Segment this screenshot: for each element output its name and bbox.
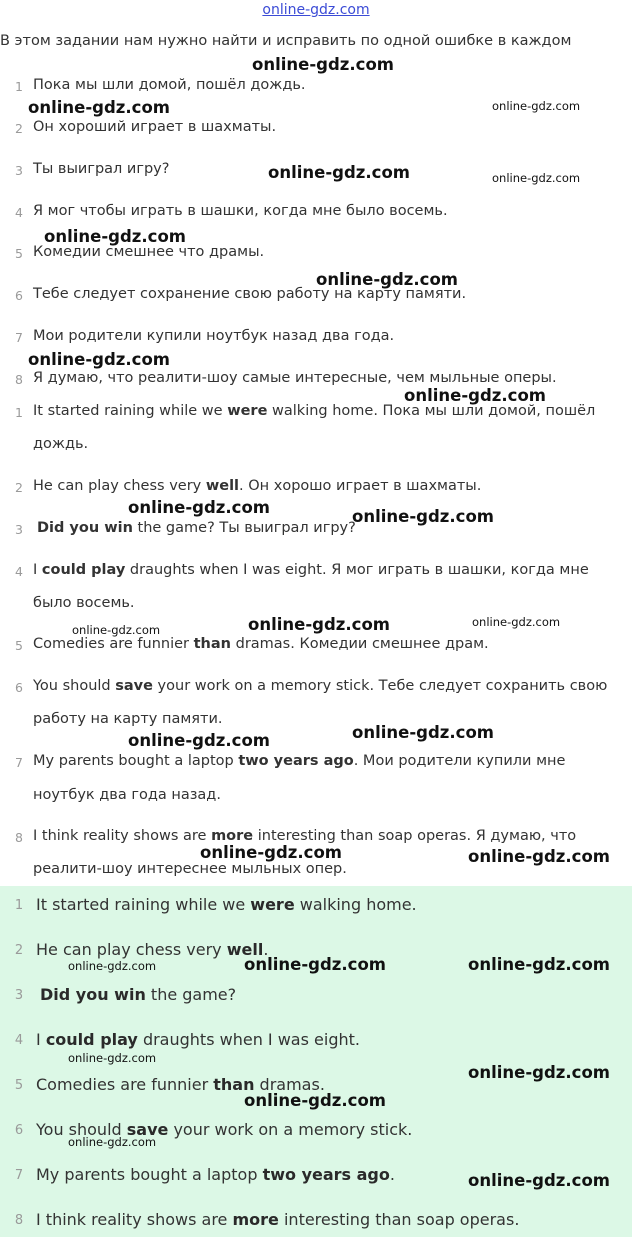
watermark: online-gdz.com xyxy=(68,959,157,973)
watermark: online-gdz.com xyxy=(352,507,494,526)
watermark: online-gdz.com xyxy=(28,350,170,369)
watermark: online-gdz.com xyxy=(468,847,610,866)
watermark: online-gdz.com xyxy=(72,623,161,637)
watermark: online-gdz.com xyxy=(68,1051,157,1065)
sentence: You should save your work on a memory stick. Тебе следует сохранить свою xyxy=(33,678,608,694)
watermark: online-gdz.com xyxy=(244,1091,386,1110)
answer-box: 1 It started raining while we were walking home. 2 He can play chess very well. 3 Did you win the game? 4 I could play draughts when I was eight. 5 Comedies are funnier than dramas. 6 You should save your work on a memory stick. 7 My parents bought a laptop two years ago. 8 I think reality shows are more interesting than soap operas. xyxy=(0,886,632,1237)
task-intro: В этом задании нам нужно найти и исправить по одной ошибке в каждом xyxy=(0,33,572,49)
sentence: It started raining while we were walking home. Пока мы шли домой, пошёл xyxy=(33,403,596,419)
sentence-continuation: работу на карту памяти. xyxy=(33,711,223,727)
watermark: online-gdz.com xyxy=(352,723,494,742)
site-logo-link[interactable]: online-gdz.com xyxy=(262,2,370,18)
watermark: online-gdz.com xyxy=(200,843,342,862)
sentence: He can play chess very well. Он хорошо играет в шахматы. xyxy=(33,478,482,494)
watermark: online-gdz.com xyxy=(492,99,581,113)
watermark: online-gdz.com xyxy=(472,615,561,629)
watermark: online-gdz.com xyxy=(404,386,546,405)
watermark: online-gdz.com xyxy=(468,1063,610,1082)
watermark: online-gdz.com xyxy=(492,171,581,185)
watermark: online-gdz.com xyxy=(468,955,610,974)
watermark: online-gdz.com xyxy=(468,1171,610,1190)
watermark: online-gdz.com xyxy=(244,955,386,974)
watermark: online-gdz.com xyxy=(316,270,458,289)
sentence-continuation: реалити-шоу интереснее мыльных опер. xyxy=(33,861,347,877)
watermark: online-gdz.com xyxy=(68,1135,157,1149)
watermark: online-gdz.com xyxy=(268,163,410,182)
sentence-continuation: дождь. xyxy=(33,436,89,452)
watermark: online-gdz.com xyxy=(128,498,270,517)
sentence: I think reality shows are more interesting than soap operas. Я думаю, что xyxy=(33,828,577,844)
sentence-continuation: было восемь. xyxy=(33,595,135,611)
sentence: Comedies are funnier than dramas. Комедии смешнее драм. xyxy=(33,636,489,652)
watermark: online-gdz.com xyxy=(44,227,186,246)
watermark: online-gdz.com xyxy=(252,55,394,74)
watermark: online-gdz.com xyxy=(248,615,390,634)
sentence: Did you win the game? Ты выиграл игру? xyxy=(37,520,356,536)
sentence-continuation: ноутбук два года назад. xyxy=(33,787,221,803)
sentence: I could play draughts when I was eight. Я мог играть в шашки, когда мне xyxy=(33,562,589,578)
sentence: My parents bought a laptop two years ago. Мои родители купили мне xyxy=(33,753,566,769)
watermark: online-gdz.com xyxy=(128,731,270,750)
watermark: online-gdz.com xyxy=(28,98,170,117)
